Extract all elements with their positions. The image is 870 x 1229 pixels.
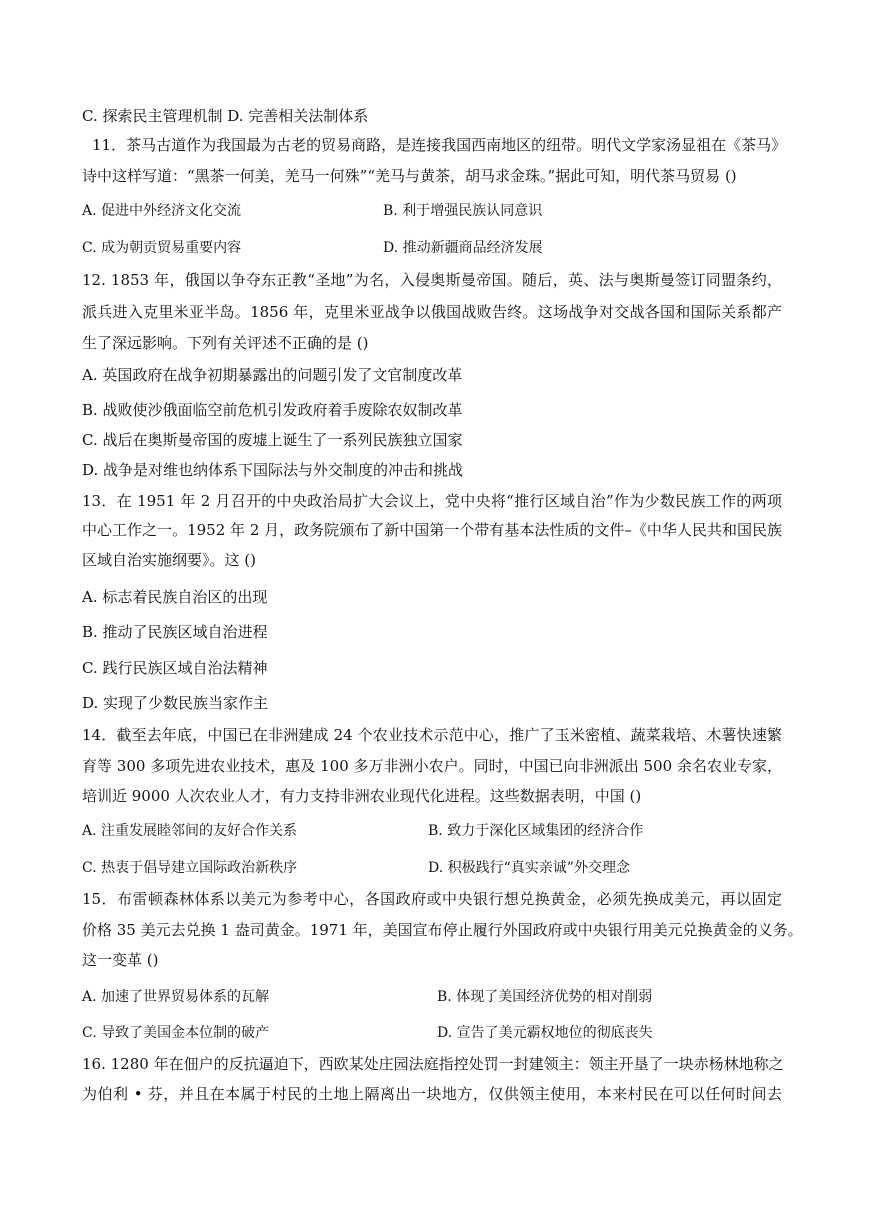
q13-stem-line2: 中心工作之一。1952 年 2 月，政务院颁布了新中国第一个带有基本法性质的文件–《中华人民共和国民族 [82,521,782,539]
q15-stem-line1: 15．布雷顿森林体系以美元为参考中心，各国政府或中央银行想兑换黄金，必须先换成美元，再以固定 [82,890,782,908]
q14-stem-line2: 育等 300 多项先进农业技术，惠及 100 多万非洲小农户。同时，中国已向非洲派出 500 余名农业专家， [82,757,782,775]
q14-stem-line1: 14．截至去年底，中国已在非洲建成 24 个农业技术示范中心，推广了玉米密植、蔬菜栽培、木薯快速繁 [82,726,782,744]
q11-option-b: B. 利于增强民族认同意识 [383,203,543,219]
q13-option-d: D. 实现了少数民族当家作主 [82,694,269,712]
q11-stem-line2: 诗中这样写道：“黑茶一何美，羌马一何殊”“羌马与黄茶，胡马求金珠。”据此可知，明代茶马贸易 () [82,167,737,185]
q15-option-d: D. 宣告了美元霸权地位的彻底丧失 [437,1025,653,1041]
q15-stem-line2: 价格 35 美元去兑换 1 盎司黄金。1971 年，美国宣布停止履行外国政府或中央银行用美元兑换黄金的义务。 [82,921,803,939]
q11-stem-line1: 11．茶马古道作为我国最为古老的贸易商路，是连接我国西南地区的纽带。明代文学家汤显祖在《茶马》 [92,136,787,154]
q11-option-c: C. 成为朝贡贸易重要内容 [82,240,242,256]
q15-stem-line3: 这一变革 () [82,951,159,969]
q13-stem-line3: 区域自治实施纲要》。这 () [82,551,256,569]
q16-stem-line2: 为伯利 • 芬，并且在本属于村民的土地上隔离出一块地方，仅供领主使用，本来村民在可以任何时间去 [82,1085,782,1103]
q13-stem-line1: 13．在 1951 年 2 月召开的中央政治局扩大会议上，党中央将“推行区域自治”作为少数民族工作的两项 [82,492,782,510]
q12-stem-line3: 生了深远影响。下列有关评述不正确的是 () [82,334,369,352]
q13-option-b: B. 推动了民族区域自治进程 [82,623,268,641]
q15-option-b: B. 体现了美国经济优势的相对削弱 [437,989,653,1005]
q14-option-c: C. 热衷于倡导建立国际政治新秩序 [82,860,298,876]
q14-option-d: D. 积极践行“真实亲诚”外交理念 [428,860,630,876]
q12-option-a: A. 英国政府在战争初期暴露出的问题引发了文官制度改革 [82,366,463,384]
q11-option-a: A. 促进中外经济文化交流 [82,203,242,219]
q16-stem-line1: 16. 1280 年在佃户的反抗逼迫下，西欧某处庄园法庭指控处罚一封建领主：领主开垦了一块赤杨林地称之 [82,1055,784,1073]
q15-option-c: C. 导致了美国金本位制的破产 [82,1025,270,1041]
q12-option-b: B. 战败使沙俄面临空前危机引发政府着手废除农奴制改革 [82,401,463,419]
q12-stem-line2: 派兵进入克里米亚半岛。1856 年，克里米亚战争以俄国战败告终。这场战争对交战各国和国际关系都产 [82,303,782,321]
q12-option-d: D. 战争是对维也纳体系下国际法与外交制度的冲击和挑战 [82,461,464,479]
q13-option-a: A. 标志着民族自治区的出现 [82,588,268,606]
q11-option-d: D. 推动新疆商品经济发展 [383,240,543,256]
q15-option-a: A. 加速了世界贸易体系的瓦解 [82,989,270,1005]
q12-option-c: C. 战后在奥斯曼帝国的废墟上诞生了一系列民族独立国家 [82,431,463,449]
q10-options-cd: C. 探索民主管理机制 D. 完善相关法制体系 [82,107,369,125]
q12-stem-line1: 12. 1853 年，俄国以争夺东正教“圣地”为名，入侵奥斯曼帝国。随后，英、法与奥斯曼签订同盟条约， [82,271,782,289]
q14-stem-line3: 培训近 9000 人次农业人才，有力支持非洲农业现代化进程。这些数据表明，中国 () [82,787,642,805]
q13-option-c: C. 践行民族区域自治法精神 [82,659,268,677]
q14-option-b: B. 致力于深化区域集团的经济合作 [428,823,644,839]
q14-option-a: A. 注重发展睦邻间的友好合作关系 [82,823,298,839]
